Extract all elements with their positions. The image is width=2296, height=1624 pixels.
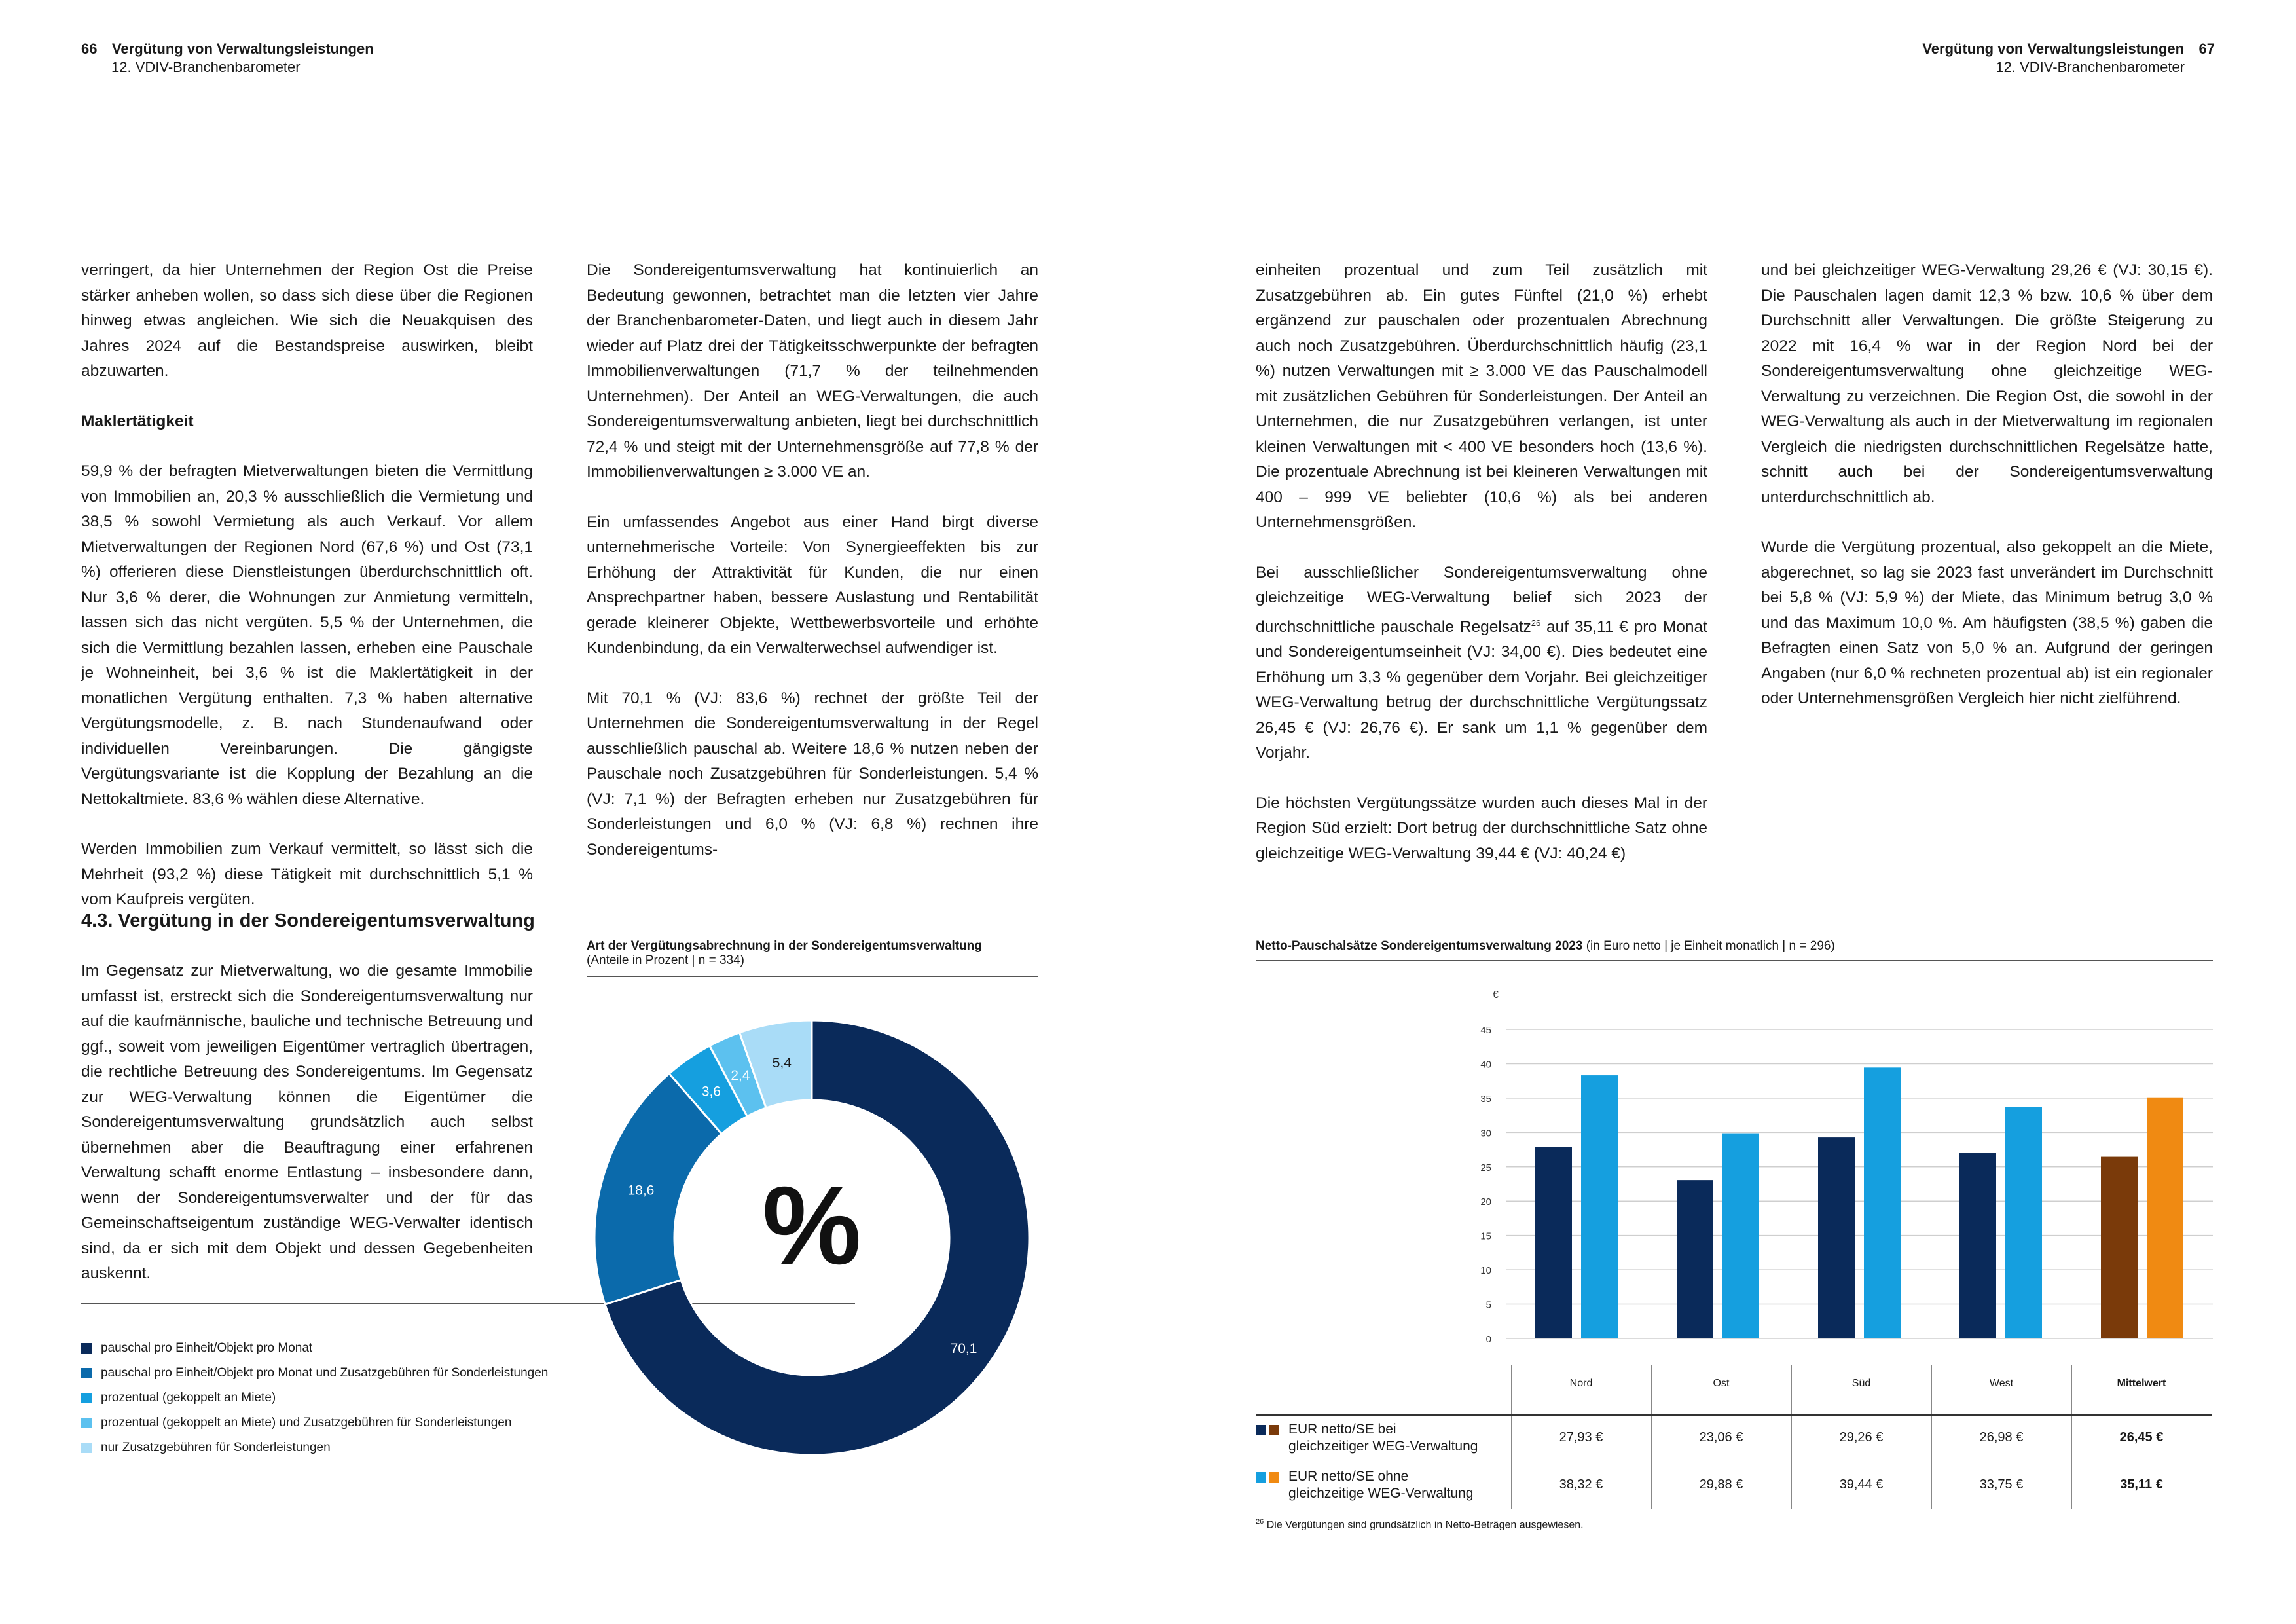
table-cell-value: 27,93 € bbox=[1559, 1430, 1603, 1445]
legend-label: nur Zusatzgebühren für Sonderleistungen bbox=[101, 1441, 331, 1454]
legend-label: prozentual (gekoppelt an Miete) bbox=[101, 1391, 276, 1405]
legend-item bbox=[81, 1391, 276, 1405]
header-subtitle-left: 12. VDIV-Branchenbarometer bbox=[111, 59, 301, 75]
paragraph: einheiten prozentual und zum Teil zusätzlich mit Zusatzgebühren ab. Ein gutes Fünftel (21,0 %) erhebt ergänzend zur pauschalen oder prozentualen Abrechnung auch noch Zusatzgebühren. Überdurchschnittlich häufig (23,1 %) nutzen Verwaltungen mit ≥ 3.000 VE das Pauschalmodell mit zusätzlichen Gebühren für Sonderleistungen. Der Anteil an Unternehmen, die nur Zusatzgebühren verlangen, ist unter kleinen Verwaltungen mit < 400 VE besonders hoch (13,6 %). Die prozentuale Abrechnung ist bei kleineren Verwaltungen mit 400 – 999 VE beliebter (10,6 %) als bei anderen Unternehmensgrößen. bbox=[1256, 261, 1707, 531]
x-category-label: Mittelwert bbox=[2117, 1378, 2166, 1389]
text-column-4 bbox=[1761, 258, 2213, 737]
header-title-right: Vergütung von Verwaltungsleistungen bbox=[1922, 41, 2185, 57]
legend-label: gleichzeitiger WEG-Verwaltung bbox=[1288, 1439, 1478, 1454]
legend-swatch bbox=[81, 1343, 92, 1354]
donut-chart-subtitle: (Anteile in Prozent | n = 334) bbox=[587, 953, 744, 967]
footnote-text: Die Vergütungen sind grundsätzlich in Netto-Beträgen ausgewiesen. bbox=[1266, 1519, 1584, 1531]
donut-chart bbox=[589, 1015, 1034, 1460]
donut-slice-label: 3,6 bbox=[701, 1084, 721, 1099]
legend-label: EUR netto/SE bei bbox=[1288, 1422, 1396, 1437]
table-cell-value: 23,06 € bbox=[1699, 1430, 1743, 1445]
x-category-label: West bbox=[1989, 1378, 2014, 1389]
text-column-3 bbox=[1256, 258, 1707, 891]
x-category-label: Süd bbox=[1851, 1378, 1871, 1389]
table-cell-value: 26,98 € bbox=[1979, 1430, 2024, 1445]
y-tick-label: 0 bbox=[1485, 1334, 1491, 1345]
legend-item bbox=[81, 1341, 312, 1356]
legend-swatch bbox=[1269, 1425, 1279, 1435]
donut-chart-title: Art der Vergütungsabrechnung in der Sondereigentumsverwaltung bbox=[587, 939, 982, 953]
paragraph: und bei gleichzeitiger WEG-Verwaltung 29,26 € (VJ: 30,15 €). Die Pauschalen lagen damit 12,3 % bzw. 10,6 % über dem Durchschnitt aller Verwaltungen. Die größte Steigerung zu 2022 mit 16,4 % war in der Region Nord bei der Sondereigentumsverwaltung ohne gleichzeitige WEG-Verwaltung zu verzeichnen. Die Region Ost, die sowohl in der WEG-Verwaltung als auch in der Mietverwaltung im regionalen Vergleich die niedrigsten durchschnittlichen Regelsätze hatte, schnitt auch bei der Sondereigentumsverwaltung unterdurchschnittlich ab. bbox=[1761, 261, 2213, 506]
x-category-label: Nord bbox=[1569, 1378, 1593, 1389]
divider bbox=[587, 976, 1038, 977]
bar bbox=[1864, 1067, 1901, 1338]
header-subtitle-right: 12. VDIV-Branchenbarometer bbox=[1995, 59, 2185, 75]
legend-swatch bbox=[1256, 1425, 1266, 1435]
table-cell-value: 29,88 € bbox=[1699, 1477, 1743, 1492]
bar bbox=[2101, 1157, 2138, 1338]
bar bbox=[1581, 1075, 1618, 1338]
donut-chart-caption bbox=[587, 939, 1038, 968]
bar bbox=[2147, 1098, 2183, 1338]
paragraph: Die Sondereigentumsverwaltung hat kontinuierlich an Bedeutung gewonnen, betrachtet man die letzten vier Jahre der Branchenbarometer-Daten, und liegt auch in diesem Jahr wieder auf Platz drei der Tätigkeitsschwerpunkte der befragten Immobilienverwaltungen (71,7 % der teilnehmenden Unternehmen). Der Anteil an WEG-Verwaltungen, die auch Sondereigentumsverwaltung anbieten, liegt bei durchschnittlich 72,4 % und steigt mit der Unternehmensgröße auf 77,8 % der Immobilienverwaltungen ≥ 3.000 VE an. bbox=[587, 261, 1038, 481]
bar-chart-title: Netto-Pauschalsätze Sondereigentumsverwaltung 2023 bbox=[1256, 939, 1583, 953]
y-tick-label: 20 bbox=[1480, 1196, 1491, 1208]
bar bbox=[1959, 1153, 1996, 1338]
percent-symbol: % bbox=[762, 1164, 862, 1288]
footnote-number: 26 bbox=[1256, 1518, 1264, 1526]
text-column-2 bbox=[587, 258, 1038, 887]
table-cell-value: 39,44 € bbox=[1839, 1477, 1884, 1492]
footnote-ref: 26 bbox=[1531, 618, 1541, 628]
paragraph: Werden Immobilien zum Verkauf vermittelt, so lässt sich die Mehrheit (93,2 %) diese Tätigkeit mit durchschnittlich 5,1 % vom Kaufpreis vergüten. bbox=[81, 840, 533, 908]
series-legend-row bbox=[1256, 1421, 1478, 1455]
y-tick-label: 25 bbox=[1480, 1162, 1491, 1173]
series-legend-row bbox=[1256, 1468, 1473, 1502]
legend-swatch bbox=[81, 1418, 92, 1428]
legend-swatch bbox=[81, 1443, 92, 1453]
text-column-1 bbox=[81, 258, 533, 938]
bar-chart-caption bbox=[1256, 939, 2213, 953]
legend-label: EUR netto/SE ohne bbox=[1288, 1469, 1409, 1484]
paragraph: Im Gegensatz zur Mietverwaltung, wo die gesamte Immobilie umfasst ist, erstreckt sich die Sondereigentumsverwaltung nur auf die kaufmännische, bauliche und technische Betreuung und ggf., soweit vom jeweiligen Eigentümer vertraglich übertragen, die rechtliche Betreuung des Sondereigentums. Im Gegensatz zur WEG-Verwaltung können die Eigentümer die Sondereigentumsverwaltung grundsätzlich auch selbst übernehmen aber die Beauftragung einer erfahrenen Verwaltung schafft enorme Entlastung – insbesondere dann, wenn der Sondereigentumsverwalter und der für das Gemeinschaftseigentum zuständige WEG-Verwalter identisch sind, da er sich mit dem Objekt und dessen Gegebenheiten auskennt. bbox=[81, 962, 533, 1282]
header-title-left: Vergütung von Verwaltungsleistungen bbox=[111, 41, 374, 57]
table-cell-value: 33,75 € bbox=[1979, 1477, 2024, 1492]
legend-label: pauschal pro Einheit/Objekt pro Monat bbox=[101, 1341, 313, 1355]
section-title: 4.3. Vergütung in der Sondereigentumsverwaltung bbox=[81, 910, 535, 931]
legend-label: prozentual (gekoppelt an Miete) und Zusatzgebühren für Sonderleistungen bbox=[101, 1416, 512, 1430]
x-category-label: Ost bbox=[1713, 1378, 1730, 1389]
table-cell-value: 38,32 € bbox=[1559, 1477, 1603, 1492]
header-left bbox=[81, 41, 374, 76]
legend-swatch bbox=[1269, 1472, 1279, 1483]
y-axis-unit: € bbox=[1493, 989, 1499, 1001]
y-tick-label: 15 bbox=[1480, 1230, 1491, 1242]
bar-chart-subtitle: (in Euro netto | je Einheit monatlich | n = 296) bbox=[1586, 939, 1835, 953]
legend-label: gleichzeitige WEG-Verwaltung bbox=[1288, 1486, 1474, 1501]
footnote bbox=[1256, 1518, 1584, 1531]
paragraph: Wurde die Vergütung prozentual, also gekoppelt an die Miete, abgerechnet, so lag sie 2023 fast unverändert im Durchschnitt bei 5,8 % (VJ: 5,9 %) der Miete, das Minimum betrug 3,0 % und das Maximum 10,0 %. Am häufigsten (38,5 %) gaben die Befragten einen Satz von 5,0 % an. Aufgrund der geringen Angaben (nur 6,0 % rechneten prozentual ab) ist ein regionaler oder Unternehmensgrößen Vergleich hier nicht zielführend. bbox=[1761, 538, 2213, 707]
bar bbox=[1677, 1180, 1713, 1338]
legend-swatch bbox=[81, 1393, 92, 1403]
legend-label: pauschal pro Einheit/Objekt pro Monat und Zusatzgebühren für Sonderleistungen bbox=[101, 1366, 549, 1380]
table-cell-value: 29,26 € bbox=[1839, 1430, 1884, 1445]
paragraph: Die höchsten Vergütungssätze wurden auch dieses Mal in der Region Süd erzielt: Dort betrug der durchschnittliche Satz ohne gleichzeitige WEG-Verwaltung 39,44 € (VJ: 40,24 €) bbox=[1256, 794, 1707, 862]
paragraph: Mit 70,1 % (VJ: 83,6 %) rechnet der größte Teil der Unternehmen die Sondereigentumsverwaltung in der Regel ausschließlich pauschal ab. Weitere 18,6 % nutzen neben der Pauschale noch Zusatzgebühren für Sonderleistungen. 5,4 % (VJ: 7,1 %) der Befragten erheben nur Zusatzgebühren für Sonderleistungen und 6,0 % (VJ: 6,8 %) rechnen ihre Sondereigentums- bbox=[587, 689, 1038, 858]
paragraph: verringert, da hier Unternehmen der Region Ost die Preise stärker anheben wollen, so dass sich diese über die Regionen hinweg etwas angleichen. Wie sich die Neuakquisen des Jahres 2024 auf die Bestandspreise auswirken, bleibt abzuwarten. bbox=[81, 261, 533, 380]
legend-swatch bbox=[1256, 1472, 1266, 1483]
paragraph bbox=[1256, 561, 1707, 766]
donut-slice-label: 70,1 bbox=[950, 1340, 977, 1356]
paragraph: 59,9 % der befragten Mietverwaltungen bieten die Vermittlung von Immobilien an, 20,3 % ausschließlich die Vermietung und 38,5 % sowohl Vermietung als auch Verkauf. Vor allem Mietverwaltungen der Regionen Nord (67,6 %) und Ost (73,1 %) offerieren diese Dienstleistungen überdurchschnittlich oft. Nur 3,6 % derer, die Wohnungen zur Anmietung vermitteln, lassen sich das nicht vergüten. 5,5 % der Unternehmen, die sich die Vermittlung bezahlen lassen, erheben eine Pauschale je Wohneinheit, bei 3,6 % ist die Maklertätigkeit in der monatlichen Vergütung enthalten. 7,3 % haben alternative Vergütungsmodelle, z. B. nach Stundenaufwand oder individuellen Vereinbarungen. Die gängigste Vergütungsvariante ist die Kopplung der Bezahlung an die Nettokaltmiete. 83,6 % wählen diese Alternative. bbox=[81, 462, 533, 808]
page-number-left: 66 bbox=[81, 41, 98, 57]
bar bbox=[1722, 1134, 1759, 1338]
legend-swatch bbox=[81, 1368, 92, 1378]
bar bbox=[1818, 1137, 1855, 1338]
bar bbox=[2005, 1107, 2042, 1338]
y-tick-label: 5 bbox=[1485, 1299, 1491, 1311]
table-divider bbox=[1256, 1414, 2212, 1416]
legend-item bbox=[81, 1366, 548, 1380]
section-text-block bbox=[81, 959, 533, 1287]
y-tick-label: 30 bbox=[1480, 1128, 1491, 1139]
bar bbox=[1535, 1147, 1572, 1338]
donut-slice-label: 5,4 bbox=[772, 1055, 792, 1071]
donut-slice-label: 2,4 bbox=[731, 1067, 750, 1083]
paragraph-text: Bei ausschließlicher Sondereigentumsverwaltung ohne gleichzeitige WEG-Verwaltung belief sich 2023 der durchschnittliche pauschale Regelsatz bbox=[1256, 563, 1707, 636]
y-tick-label: 35 bbox=[1480, 1093, 1491, 1105]
page-number-right: 67 bbox=[2198, 41, 2215, 57]
subheading-maklertaetigkeit: Maklertätigkeit bbox=[81, 412, 194, 430]
legend-item bbox=[81, 1416, 511, 1430]
table-cell-value: 35,11 € bbox=[2120, 1477, 2163, 1492]
paragraph-text: auf 35,11 € pro Monat und Sondereigentumseinheit (VJ: 34,00 €). Dies bedeutet eine Erhöhung um 3,3 % gegenüber dem Vorjahr. Bei gleichzeitiger WEG-Verwaltung betrug der durchschnittliche Vergütungssatz 26,45 € (VJ: 26,76 €). Er sank um 1,1 % gegenüber dem Vorjahr. bbox=[1256, 618, 1707, 762]
y-tick-label: 10 bbox=[1480, 1265, 1491, 1277]
header-right bbox=[1922, 41, 2215, 76]
y-tick-label: 40 bbox=[1480, 1059, 1491, 1071]
table-cell-value: 26,45 € bbox=[2119, 1430, 2164, 1445]
donut-slice-label: 18,6 bbox=[627, 1183, 655, 1198]
divider bbox=[1256, 960, 2213, 961]
y-tick-label: 45 bbox=[1480, 1025, 1491, 1036]
bar-chart bbox=[1440, 982, 2213, 1349]
paragraph: Ein umfassendes Angebot aus einer Hand birgt diverse unternehmerische Vorteile: Von Synergieeffekten bis zur Erhöhung der Attraktivität für Kunden, die nur einen Ansprechpartner haben, bessere Auslastung und Rentabilität gerade kleinerer Objekte, Wettbewerbsvorteile und erhöhte Kundenbindung, da ein Verwalterwechsel aufwendiger ist. bbox=[587, 513, 1038, 657]
legend-item bbox=[81, 1441, 331, 1455]
